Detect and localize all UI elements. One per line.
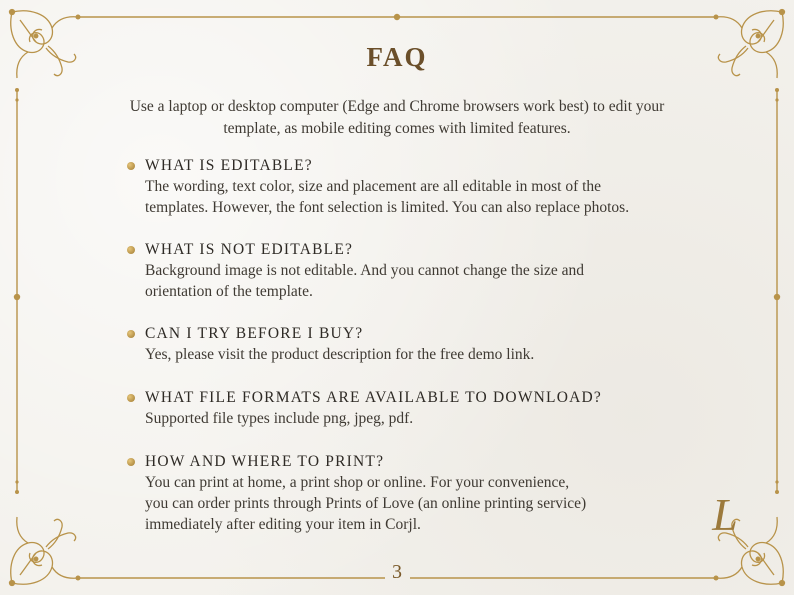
faq-answer-line: Yes, please visit the product description for the free demo link. bbox=[145, 346, 535, 363]
faq-answer-line: immediately after editing your item in Corjl. bbox=[145, 516, 421, 533]
faq-question: WHAT IS NOT EDITABLE? bbox=[125, 240, 685, 260]
faq-question: CAN I TRY BEFORE I BUY? bbox=[125, 324, 685, 344]
faq-answer-line: You can print at home, a print shop or online. For your convenience, bbox=[145, 474, 570, 491]
faq-item-5 bbox=[125, 452, 685, 535]
faq-question: WHAT IS EDITABLE? bbox=[125, 156, 685, 176]
faq-item-2 bbox=[125, 240, 685, 302]
faq-answer-line: Background image is not editable. And you cannot change the size and bbox=[145, 262, 585, 279]
monogram-logo: L bbox=[712, 489, 738, 540]
faq-item-3 bbox=[125, 324, 685, 365]
faq-answer-line: Supported file types include png, jpeg, pdf. bbox=[145, 410, 414, 427]
faq-answer-line: orientation of the template. bbox=[145, 283, 313, 300]
faq-answer-line: templates. However, the font selection is limited. You can also replace photos. bbox=[145, 199, 630, 216]
faq-answer-line: you can order prints through Prints of Love (an online printing service) bbox=[145, 495, 587, 512]
page-number: 3 bbox=[392, 561, 402, 583]
faq-item-1 bbox=[125, 156, 685, 218]
faq-question: HOW AND WHERE TO PRINT? bbox=[125, 452, 685, 472]
page-title: FAQ bbox=[366, 42, 428, 72]
faq-item-4 bbox=[125, 388, 685, 429]
faq-answer-line: The wording, text color, size and placement are all editable in most of the bbox=[145, 178, 602, 195]
intro-text: Use a laptop or desktop computer (Edge and Chrome browsers work best) to edit your template, as mobile editing comes with limited features. bbox=[129, 98, 665, 137]
faq-question: WHAT FILE FORMATS ARE AVAILABLE TO DOWNLOAD? bbox=[125, 388, 685, 408]
